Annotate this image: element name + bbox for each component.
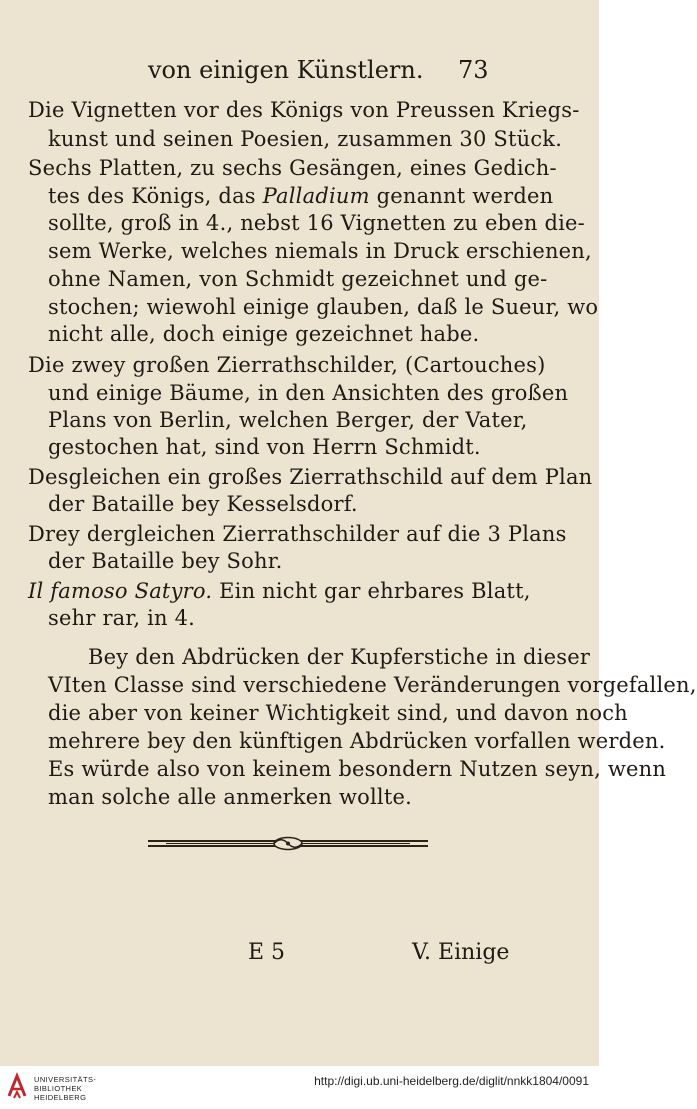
signature-mark: E 5 [248,940,286,965]
text-line: gestochen hat, sind von Herrn Schmidt. [48,435,481,459]
text-line: Desgleichen ein großes Zierrathschild auf dem Plan [28,465,593,489]
text-line [28,578,531,604]
running-title: von einigen Künstlern. [148,56,424,84]
logo-text: BIBLIOTHEK [34,1084,83,1093]
text-line: Plans von Berlin, welchen Berger, der Vater, [48,408,528,432]
text-segment: tes des Königs, das [48,184,256,208]
catchword: V. Einige [412,940,510,965]
italic-title: Palladium [262,184,370,208]
text-line: mehrere bey den künftigen Abdrücken vorfallen werden. [48,729,666,753]
italic-title: Il famoso Satyro. [28,579,213,603]
text-line: sehr rar, in 4. [48,606,196,630]
text-line: Sechs Platten, zu sechs Gesängen, eines Gedich- [28,156,557,180]
text-line: Die Vignetten vor des Königs von Preussen Kriegs- [28,98,580,122]
text-line: stochen; wiewohl einige glauben, daß le Sueur, wo [48,295,599,319]
text-line: man solche alle anmerken wollte. [48,785,412,809]
text-line: Die zwey großen Zierrathschilder, (Cartouches) [28,353,546,377]
text-line: die aber von keiner Wichtigkeit sind, und davon noch [48,701,628,725]
text-line: Es würde also von keinem besondern Nutzen seyn, wenn [48,757,667,781]
text-segment: Ein nicht gar ehrbares Blatt, [219,579,531,603]
logo-text: HEIDELBERG [34,1093,87,1102]
footer-bar [0,1066,599,1109]
logo-text: UNIVERSITÄTS- [34,1075,97,1084]
text-line: und einige Bäume, in den Ansichten des großen [48,381,569,405]
text-line: nicht alle, doch einige gezeichnet habe. [48,322,480,346]
text-line: kunst und seinen Poesien, zusammen 30 Stück. [48,127,563,151]
text-line: sollte, groß in 4., nebst 16 Vignetten zu eben die- [48,211,585,235]
page-number: 73 [458,56,489,84]
source-url-link[interactable]: http://digi.ub.uni-heidelberg.de/diglit/nnkk1804/0091 [314,1074,589,1088]
text-line: VIten Classe sind verschiedene Veränderungen vorgefallen, [48,673,697,697]
text-line: der Bataille bey Sohr. [48,549,283,573]
text-line: Bey den Abdrücken der Kupferstiche in dieser [88,645,591,669]
text-line: der Bataille bey Kesselsdorf. [48,492,358,516]
ornament-divider [146,834,430,854]
text-line: Drey dergleichen Zierrathschilder auf die 3 Plans [28,522,567,546]
library-logo-icon [6,1072,28,1100]
text-line: ohne Namen, von Schmidt gezeichnet und ge- [48,267,548,291]
text-line [48,183,553,209]
text-line: sem Werke, welches niemals in Druck erschienen, [48,239,592,263]
text-segment: genannt werden [376,184,554,208]
